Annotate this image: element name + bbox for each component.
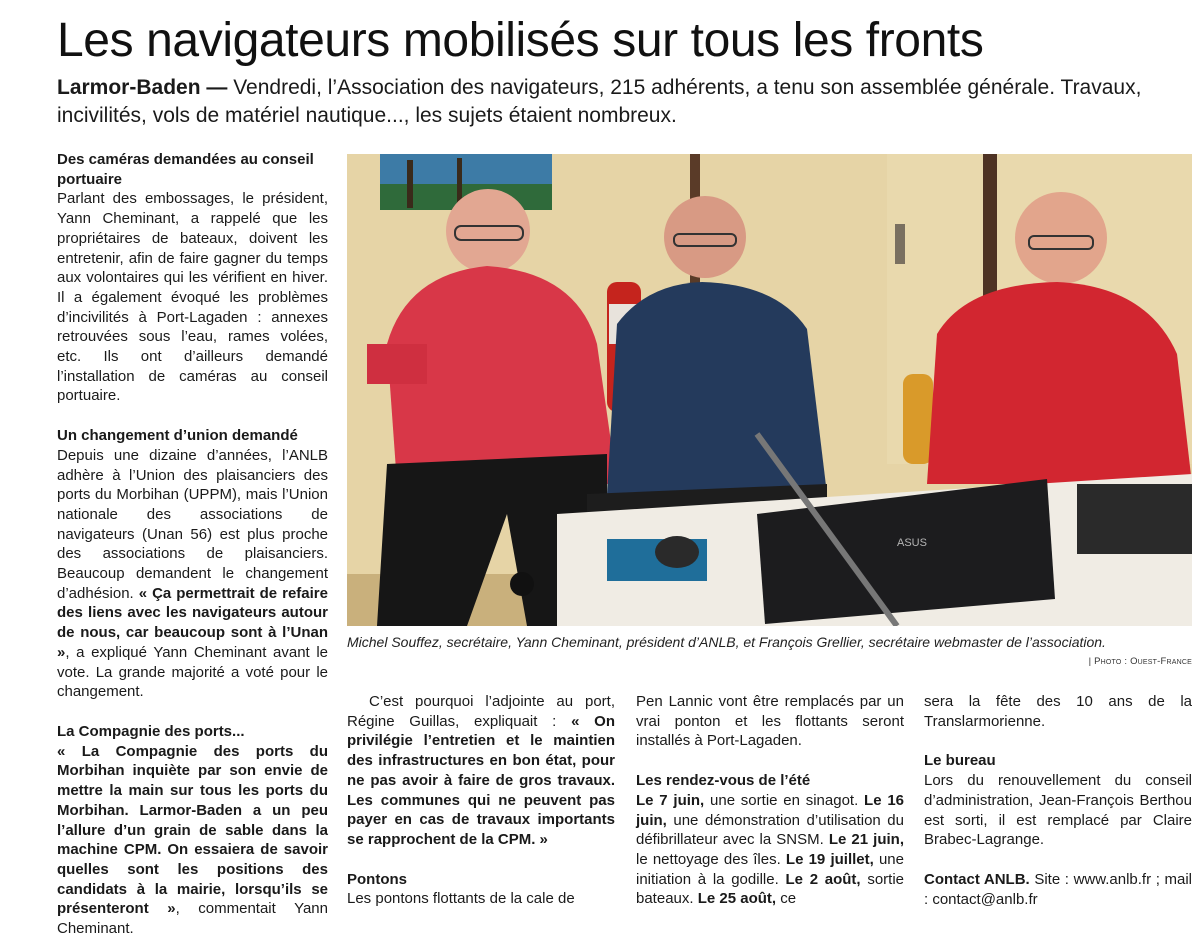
event-desc-partial: ce bbox=[776, 890, 797, 908]
event-date: Le 25 août, bbox=[697, 890, 777, 908]
event-date: Le 2 août, bbox=[785, 870, 861, 888]
section-title-compagnie: La Compagnie des ports... bbox=[57, 722, 245, 740]
event-desc: une sortie en sinagot. bbox=[704, 791, 865, 809]
section-title-rendez-vous: Les rendez-vous de l’été bbox=[636, 772, 811, 790]
lead-text: Vendredi, l’Association des navigateurs, 215 adhérents, a tenu son assemblée générale. Travaux, incivilités, vols de matériel nautique..., les sujets étaient nombreux. bbox=[57, 76, 1142, 127]
laptop-logo: ASUS bbox=[897, 537, 927, 549]
event-desc-continued: sera la fête des 10 ans de la Translarmorienne. bbox=[924, 693, 1192, 730]
photo-credit: | Photo : Ouest-France bbox=[1088, 656, 1192, 667]
photo-caption: Michel Souffez, secrétaire, Yann Cheminant, président d’ANLB, et François Grellier, secrétaire webmaster de l’association. bbox=[347, 634, 1106, 650]
section-text-pontons-start: Les pontons flottants de la cale de bbox=[347, 890, 575, 908]
event-date: Le 7 juin, bbox=[636, 791, 705, 809]
lead-paragraph bbox=[57, 74, 1187, 130]
union-text-1: Depuis une dizaine d’années, l’ANLB adhère à l’Union des plaisanciers des ports du Morbihan (UPPM), mais l’Union nationale des associations de navigateurs (Unan 56) est plus proche des associations de plaisanciers. Beaucoup demandent le changement d’adhésion. bbox=[57, 446, 328, 602]
compagnie-quote: « La Compagnie des ports du Morbihan inquiète par son envie de mettre la main sur tous les ports du Morbihan. Larmor-Baden a un peu l’allure d’un grain de sable dans la machine CPM. On essaiera de savoir quelles sont les positions des candidats à la mairie, lorsqu’ils se présenteront » bbox=[57, 742, 328, 918]
section-title-union: Un changement d’union demandé bbox=[57, 427, 298, 445]
union-text-2: , a expliqué Yann Cheminant avant le vote. La grande majorité a voté pour le changement. bbox=[57, 643, 328, 701]
section-text-bureau: Lors du renouvellement du conseil d’administration, Jean-François Berthou est sorti, il est remplacé par Claire Brabec-Lagrange. bbox=[924, 772, 1192, 849]
lead-location: Larmor-Baden — bbox=[57, 76, 228, 99]
section-title-pontons: Pontons bbox=[347, 870, 407, 888]
column-3 bbox=[636, 692, 904, 909]
contact-label: Contact ANLB. bbox=[924, 870, 1030, 888]
section-title-bureau: Le bureau bbox=[924, 752, 996, 770]
column-4 bbox=[924, 692, 1192, 909]
event-date: Le 16 juin, bbox=[636, 791, 905, 829]
event-date: Le 19 juillet, bbox=[785, 850, 874, 868]
section-text-union bbox=[57, 446, 328, 702]
event-desc: sortie bateaux. bbox=[636, 870, 904, 908]
adjointe-quote: « On privilégie l’entretien et le maintien des infrastructures en bon état, pour ne pas avoir à faire de gros travaux. Les communes qui ne peuvent pas payer en cas de travaux importants se rapprochent de la CPM. » bbox=[347, 712, 615, 848]
section-text-cameras: Parlant des embossages, le président, Yann Cheminant, a rappelé que les propriétaires de bateaux, doivent les entretenir, afin de faire gagner du temps aux volontaires qui les vérifient en hiver. Il a également évoqué les problèmes d’incivilités à Port-Lagaden : annexes retrouvées sous l’eau, rames volées, etc. Ils ont d’ailleurs demandé l’installation de caméras au conseil portuaire. bbox=[57, 190, 328, 405]
contact-text: Site : www.anlb.fr ; mail : contact@anlb.fr bbox=[924, 870, 1192, 908]
event-date: Le 21 juin, bbox=[828, 831, 904, 849]
event-desc: une initiation à la godille. bbox=[636, 850, 904, 888]
contact-info bbox=[924, 870, 1192, 909]
adjointe-text: C’est pourquoi l’adjointe au port, Régine Guillas, expliquait : bbox=[347, 693, 615, 730]
section-title-cameras: Des caméras demandées au conseil portuaire bbox=[57, 151, 314, 188]
event-desc: une démonstration d’utilisation du défibrillateur avec la SNSM. bbox=[636, 811, 904, 849]
section-text-rendez-vous bbox=[636, 791, 904, 909]
union-quote: « Ça permettrait de refaire des liens avec les navigateurs autour de nous, car beaucoup sont à l’Unan » bbox=[57, 584, 328, 661]
section-text-compagnie bbox=[57, 742, 328, 939]
photo-illustration bbox=[347, 154, 1192, 626]
headline: Les navigateurs mobilisés sur tous les fronts bbox=[57, 14, 984, 67]
compagnie-text: , commentait Yann Cheminant. bbox=[57, 900, 328, 938]
section-text-pontons-end: Pen Lannic vont être remplacés par un vrai ponton et les flottants seront installés à Port-Lagaden. bbox=[636, 693, 904, 750]
column-2 bbox=[347, 692, 615, 909]
article-photo bbox=[347, 154, 1192, 626]
column-1 bbox=[57, 150, 328, 939]
section-text-adjointe bbox=[347, 692, 615, 850]
event-desc: le nettoyage des îles. bbox=[636, 850, 786, 868]
